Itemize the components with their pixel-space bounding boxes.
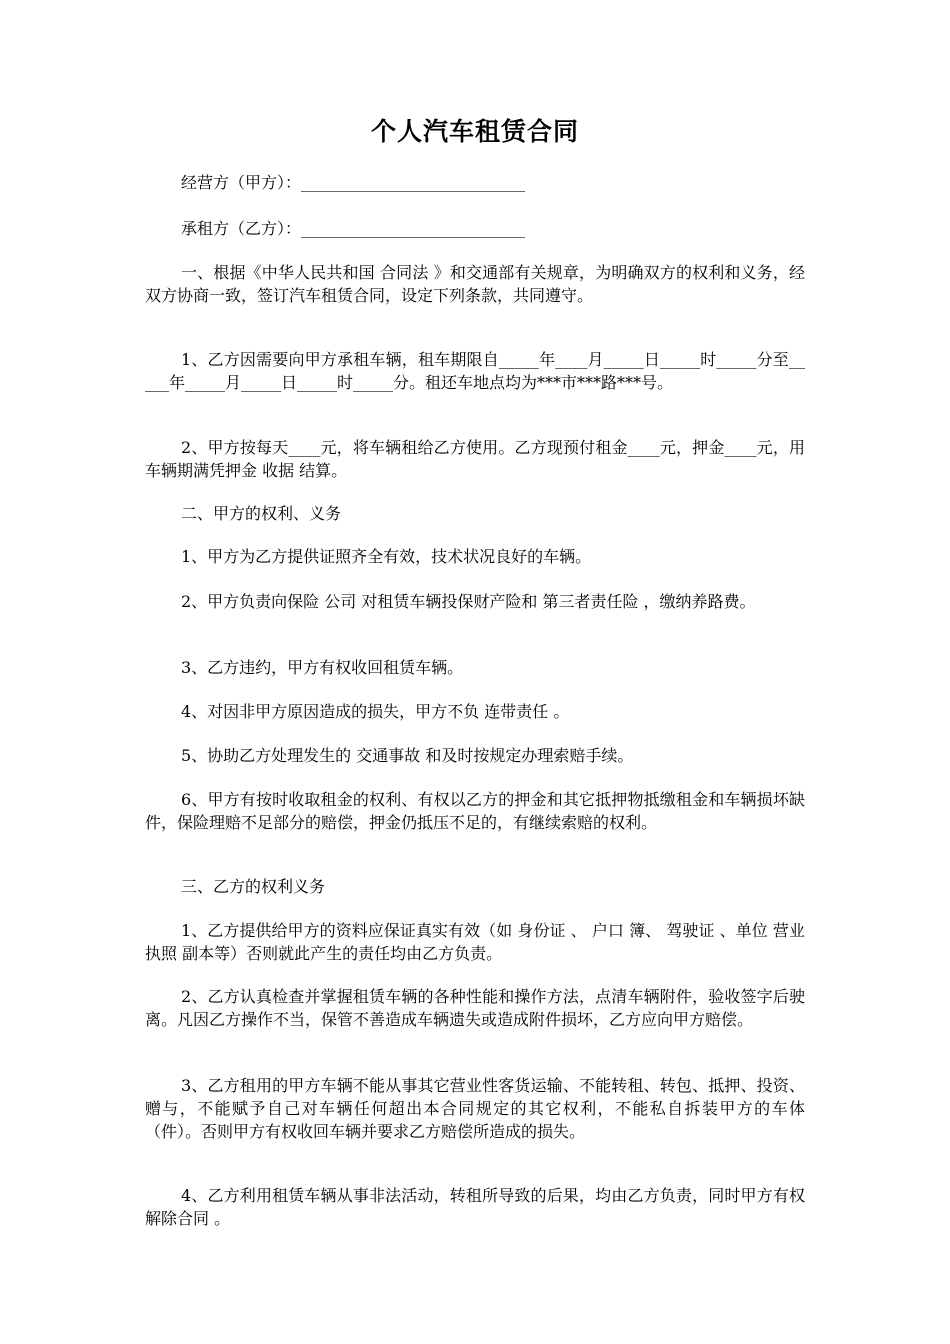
- clause-3-4: 4、乙方利用租赁车辆从事非法活动，转租所导致的后果，均由乙方负责，同时甲方有权 解除合同 。: [145, 1186, 805, 1228]
- section-heading-party-a: 二、甲方的权利、义务: [181, 504, 342, 523]
- clause-1-2-rent-deposit: 2、甲方按每天____元，将车辆租给乙方使用。乙方现预付租金____元，押金____元，用车辆期满凭押金 收据 结算。: [145, 438, 805, 480]
- clause-2-1: 1、甲方为乙方提供证照齐全有效，技术状况良好的车辆。: [181, 547, 592, 566]
- clause-3-2: 2、乙方认真检查并掌握租赁车辆的各种性能和操作方法，点清车辆附件，验收签字后驶离。凡因乙方操作不当，保管不善造成车辆遗失或造成附件损坏，乙方应向甲方赔偿。: [145, 987, 805, 1029]
- clause-1-1-rental-period: 1、乙方因需要向甲方承租车辆，租车期限自_____年____月_____日_____时_____分至_____年_____月_____日_____时_____分。租还车地点均为***市***路***号。: [145, 350, 805, 392]
- clause-2-6: 6、甲方有按时收取租金的权利、有权以乙方的押金和其它抵押物抵缴租金和车辆损坏缺件，保险理赔不足部分的赔偿，押金仍抵压不足的，有继续索赔的权利。: [145, 790, 805, 832]
- clause-intro: 一、根据《中华人民共和国 合同法 》和交通部有关规章，为明确双方的权利和义务，经双方协商一致，签订汽车租赁合同，设定下列条款，共同遵守。: [145, 263, 805, 305]
- clause-2-3: 3、乙方违约，甲方有权收回租赁车辆。: [181, 658, 464, 677]
- clause-3-1: 1、乙方提供给甲方的资料应保证真实有效（如 身份证 、 户口 簿、 驾驶证 、单位 营业执照 副本等）否则就此产生的责任均由乙方负责。: [145, 921, 805, 963]
- party-b-line: 承租方（乙方）：____________________________: [181, 219, 526, 238]
- clause-2-2: 2、甲方负责向保险 公司 对租赁车辆投保财产险和 第三者责任险 ，缴纳养路费。: [181, 592, 756, 611]
- clause-3-3: 3、乙方租用的甲方车辆不能从事其它营业性客货运输、不能转租、转包、抵押、投资、赠与，不能赋予自己对车辆任何超出本合同规定的其它权利，不能私自拆装甲方的车体（件）。否则甲方有权收回车辆并要求乙方赔偿所造成的损失。: [145, 1076, 805, 1141]
- party-a-line: 经营方（甲方）：____________________________: [181, 173, 526, 192]
- section-heading-party-b: 三、乙方的权利义务: [181, 877, 326, 896]
- contract-title: 个人汽车租赁合同: [370, 117, 579, 146]
- clause-2-5: 5、协助乙方处理发生的 交通事故 和及时按规定办理索赔手续。: [181, 746, 634, 765]
- clause-2-4: 4、对因非甲方原因造成的损失，甲方不负 连带责任 。: [181, 702, 570, 721]
